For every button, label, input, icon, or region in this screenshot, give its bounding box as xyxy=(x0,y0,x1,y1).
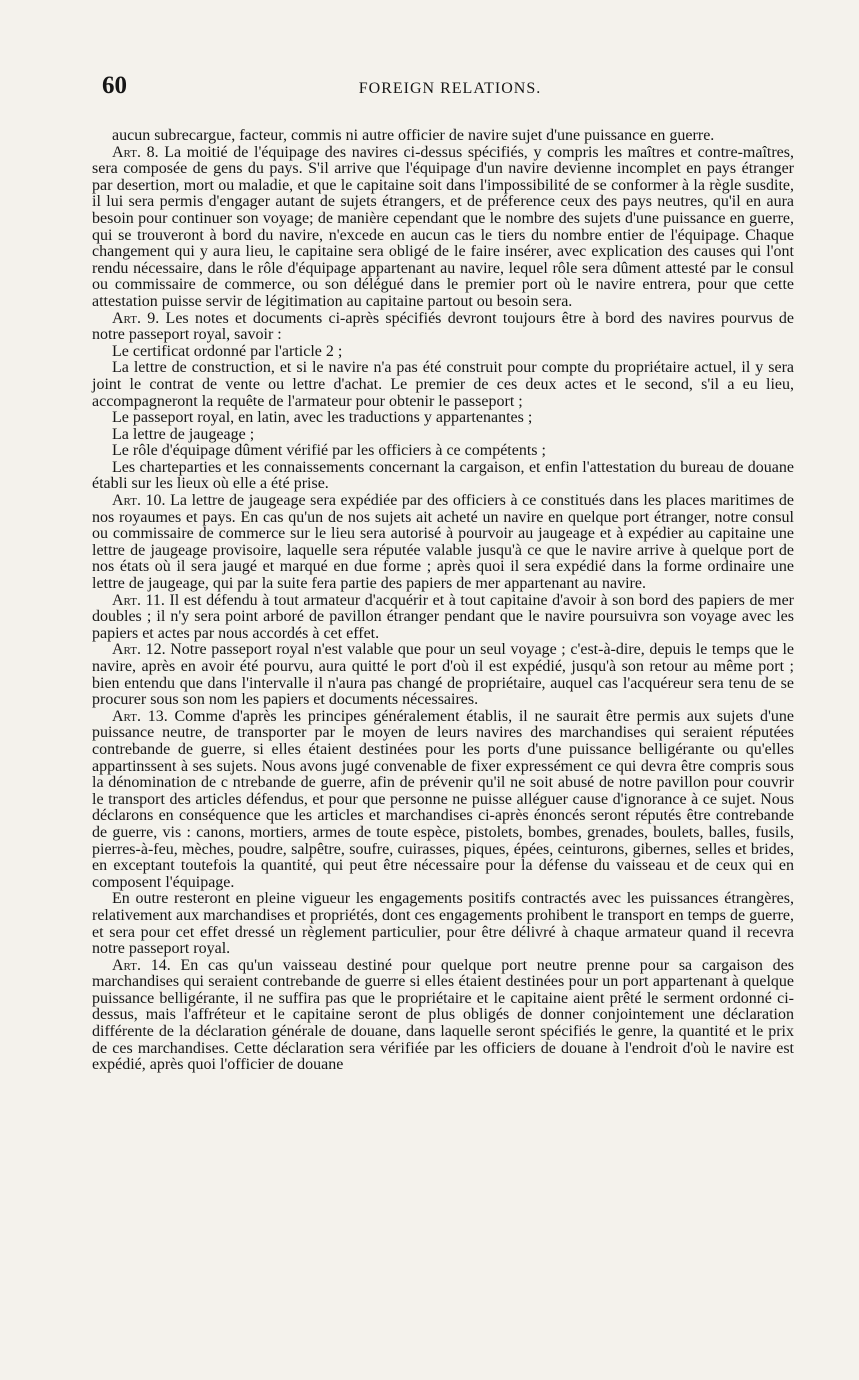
paragraph-text: La lettre de construction, et si le navire n'a pas été construit pour compte du propriétaire actuel, il y sera joint le contrat de vente ou lettre d'achat. Le premier de ces deux actes et le second, s'il a eu lieu, accompagneront la requête de l'armateur pour obtenir le passeport ; xyxy=(92,359,794,410)
running-head: FOREIGN RELATIONS. xyxy=(358,80,542,97)
paragraph-text: La lettre de jaugeage sera expédiée par des officiers à ce constitués dans les places maritimes de nos royaumes et pays. En cas qu'un de nos sujets ait acheté un navire en quelque port étranger, notre consul ou commissaire de commerce sur le lieu sera autorisé à pourvoir au jaugeage et à expédier au capitaine une lettre de jaugeage provisoire, laquelle sera réputée valable jusqu'à ce que le navire arrive à quelque port de nos états où il sera jaugé et marqué en due forme ; après quoi il sera expédié dans la forme ordinaire une lettre de jaugeage, qui par la suite fera partie des papiers de mer appartenant au navire. xyxy=(92,492,795,593)
paragraph xyxy=(92,958,794,1074)
paragraph-text: Le passeport royal, en latin, avec les traductions y appartenantes ; xyxy=(112,409,533,427)
article-number: Art. 11. xyxy=(112,591,165,609)
paragraph xyxy=(92,427,794,444)
paragraph xyxy=(92,410,794,427)
paragraph-text: Le certificat ordonné par l'article 2 ; xyxy=(112,342,343,360)
paragraph-text: En cas qu'un vaisseau destiné pour quelque port neutre prenne pour sa cargaison des marchandises qui seraient contrebande de guerre si elles étaient destinées pour un port appartenant à quelque puissance belligérante, il ne suffira pas que le propriétaire et le capitaine aient prêté le serment ordonné ci-dessus, mais l'affréteur et le capitaine seront de plus obligés de donner conjointement une déclaration différente de la déclaration générale de douane, dans laquelle seront spécifiés le genre, la quantité et le prix de ces marchandises. Cette déclaration sera vérifiée par les officiers de douane à l'endroit d'où le navire est expédié, après quoi l'officier de douane xyxy=(92,956,794,1074)
paragraph-text: La lettre de jaugeage ; xyxy=(112,425,255,443)
paragraph-text: Notre passeport royal n'est valable que pour un seul voyage ; c'est-à-dire, depuis le temps que le navire, après en avoir été pourvu, aura quitté le port d'où il est expédié, jusqu'à son retour au même port ; bien entendu que dans l'intervalle il n'aura pas changé de propriétaire, auquel cas l'acquéreur sera tenu de se procurer sous son nom les papiers et documents nécessaires. xyxy=(92,641,795,709)
paragraph xyxy=(92,460,794,493)
paragraph-text: Les charteparties et les connaissements concernant la cargaison, et enfin l'attestation du bureau de douane établi sur les lieux où elle a été prise. xyxy=(92,458,794,493)
article-number: Art. 10. xyxy=(112,492,166,510)
paragraph xyxy=(92,145,794,311)
paragraph xyxy=(92,360,794,410)
paragraph xyxy=(92,709,794,892)
paragraph-text: Comme d'après les principes généralement établis, il ne saurait être permis aux sujets d'une puissance neutre, de transporter par le moyen de leurs navires des marchandises qui seraient réputées contrebande de guerre, si elles étaient destinées pour les ports d'une puissance belligérante ou qu'elles appartinssent à ses sujets. Nous avons jugé convenable de fixer expressément ce qui devra être compris sous la dénomination de c ntrebande de guerre, afin de prévenir qu'il ne soit abusé de notre pavillon pour couvrir le transport des articles défendus, et pour que personne ne puisse alléguer cause d'ignorance à ce sujet. Nous déclarons en conséquence que les articles et marchandises ci-après énoncés seront réputés être contrebande de guerre, vis : canons, mortiers, armes de toute espèce, pistolets, bombes, grenades, boulets, balles, fusils, pierres-à-feu, mèches, poudre, salpêtre, soufre, cuirasses, piques, épées, ceinturons, gibernes, selles et brides, en exceptant toutefois la quantité, qui peut être nécessaire pour la défense du vaisseau et de ceux qui en composent l'équipage. xyxy=(92,707,795,891)
paragraph xyxy=(92,311,794,344)
article-number: Art. 14. xyxy=(112,956,171,974)
paragraph-text: En outre resteront en pleine vigueur les engagements positifs contractés avec les puissances étrangères, relativement aux marchandises et propriétés, dont ces engagements prohibent le transport en temps de guerre, et sera pour cet effet dressé un règlement particulier, pour être délivré à chaque armateur quand il recevra notre passeport royal. xyxy=(92,890,794,958)
paragraph xyxy=(92,493,794,593)
document-body xyxy=(92,128,794,1074)
paragraph xyxy=(92,891,794,957)
article-number: Art. 8. xyxy=(112,143,159,161)
page-header xyxy=(100,72,800,106)
page-number: 60 xyxy=(102,72,127,99)
paragraph xyxy=(92,593,794,643)
article-number: Art. 12. xyxy=(112,641,166,659)
paragraph xyxy=(92,443,794,460)
paragraph xyxy=(92,642,794,708)
paragraph-text: aucun subrecargue, facteur, commis ni autre officier de navire sujet d'une puissance en guerre. xyxy=(112,127,715,144)
paragraph xyxy=(92,128,794,145)
article-number: Art. 13. xyxy=(112,707,168,725)
paragraph-text: Il est défendu à tout armateur d'acquérir et à tout capitaine d'avoir à son bord des papiers de mer doubles ; il n'y sera point arboré de pavillon étranger pendant que le navire poursuivra son voyage avec les papiers et actes par nous accordés à cet effet. xyxy=(92,591,794,642)
paragraph-text: Les notes et documents ci-après spécifiés devront toujours être à bord des navires pourvus de notre passeport royal, savoir : xyxy=(92,309,794,344)
paragraph-text: La moitié de l'équipage des navires ci-dessus spécifiés, y compris les maîtres et contre-maîtres, sera composée de gens du pays. S'il arrive que l'équipage d'un navire devienne incomplet en pays étranger par desertion, mort ou maladie, et que le capitaine soit dans l'impossibilité de se conformer à la règle susdite, il lui sera permis d'engager autant de sujets étrangers, et de préference ceux des pays neutres, qu'il en aura besoin pour continuer son voyage; de manière cependant que le nombre des sujets d'une puissance en guerre, qui se trouveront à bord du navire, n'excede en aucun cas le tiers du nombre entier de l'équipage. Chaque changement qui y aura lieu, le capitaine sera obligé de le faire insérer, avec explication des causes qui l'ont rendu nécessaire, dans le rôle d'équipage appartenant au navire, lequel rôle sera dûment attesté par le consul ou commissaire de commerce, ou son délégué dans le premier port où le navire entrera, pour que cette attestation puisse servir de légitimation au capitaine partout ou besoin sera. xyxy=(92,143,794,310)
paragraph xyxy=(92,344,794,361)
article-number: Art. 9. xyxy=(112,309,160,327)
paragraph-text: Le rôle d'équipage dûment vérifié par les officiers à ce compétents ; xyxy=(112,442,546,460)
